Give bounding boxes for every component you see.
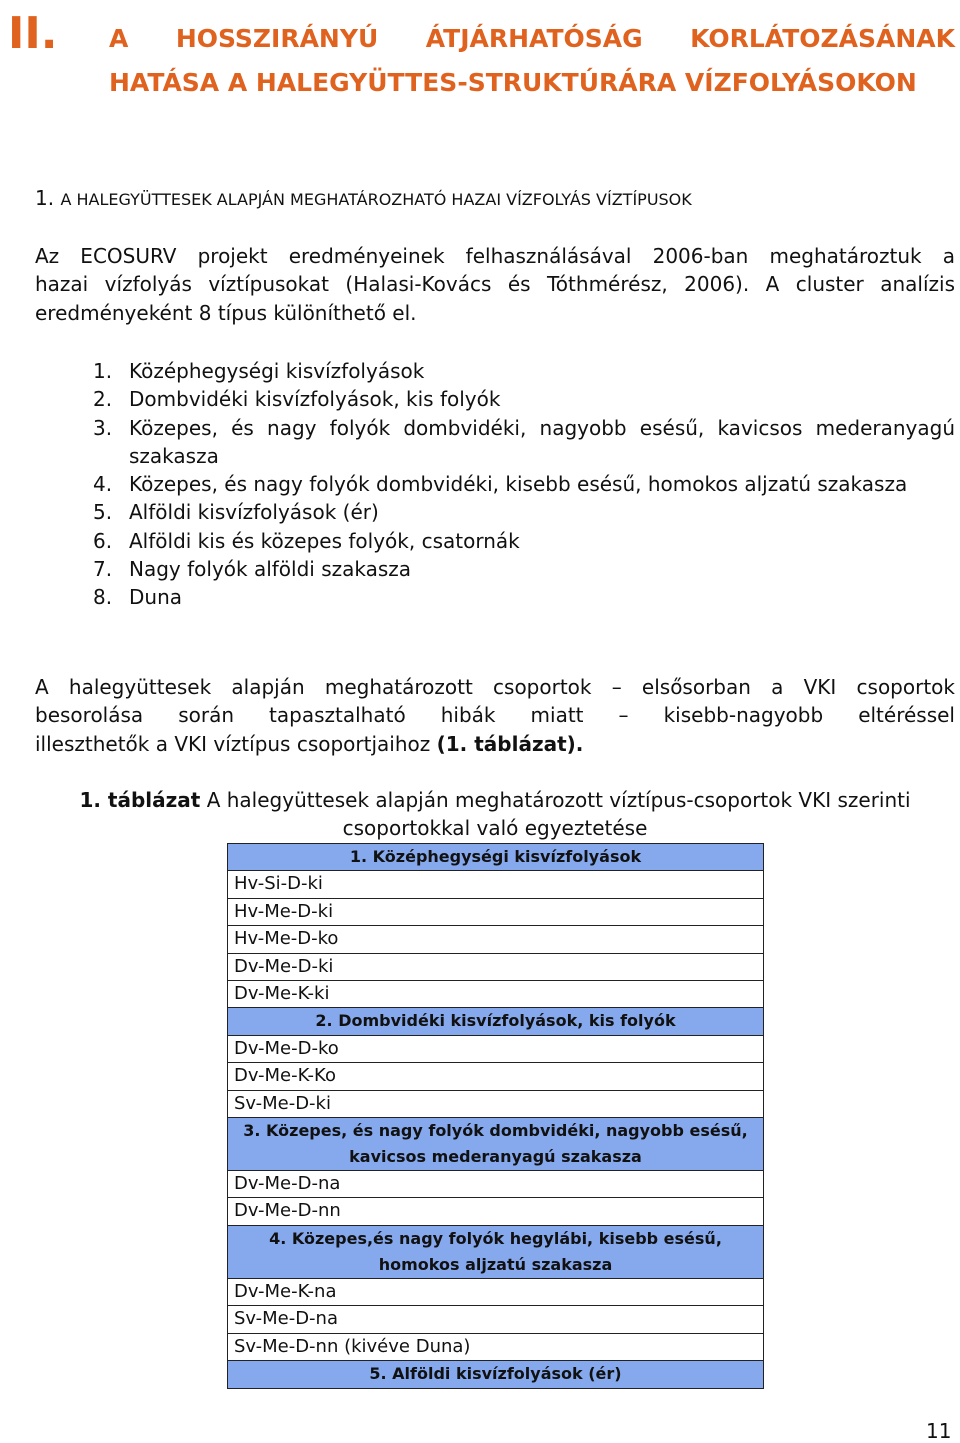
- table-group-header-row: [228, 1225, 764, 1278]
- table-row: [228, 871, 764, 898]
- list-item-number: 6.: [93, 528, 113, 553]
- table-row: [228, 981, 764, 1008]
- chapter-title-word: HOSSZIRÁNYÚ: [175, 24, 379, 53]
- list-item: [93, 583, 955, 611]
- list-item-label: Alföldi kis és közepes folyók, csatornák: [129, 528, 520, 553]
- table-row: [228, 1333, 764, 1360]
- section-heading: [35, 186, 692, 210]
- table-cell: Dv-Me-D-ko: [228, 1035, 764, 1062]
- table-row: [228, 953, 764, 980]
- table-group-header-row: [228, 844, 764, 871]
- list-item-label: Dombvidéki kisvízfolyások, kis folyók: [129, 387, 501, 412]
- table-cell: Sv-Me-D-ki: [228, 1090, 764, 1117]
- table-group-header: [228, 1008, 764, 1035]
- water-type-list: [93, 357, 955, 612]
- table-row: [228, 898, 764, 925]
- body-line: besorolása során tapasztalható hibák miatt – kisebb-nagyobb eltéréssel: [35, 703, 955, 728]
- table-group-header: [228, 844, 764, 871]
- list-item: [93, 357, 955, 385]
- list-item-number: 3.: [93, 415, 113, 440]
- table-cell: Hv-Me-D-ki: [228, 898, 764, 925]
- table-row: [228, 1198, 764, 1225]
- list-item-number: 5.: [93, 500, 113, 525]
- list-item: [93, 555, 955, 583]
- list-item-number: 7.: [93, 557, 113, 582]
- page-number: 11: [926, 1419, 952, 1443]
- section-number: 1.: [35, 186, 55, 210]
- section-title: A HALEGYÜTTESEK ALAPJÁN MEGHATÁROZHATÓ HAZAI VÍZFOLYÁS VÍZTÍPUSOK: [60, 190, 692, 209]
- list-item-number: 1.: [93, 359, 113, 383]
- list-item-label: Középhegységi kisvízfolyások: [129, 359, 425, 383]
- table-group-header: [228, 1361, 764, 1388]
- list-item: [93, 527, 955, 555]
- table-row: [228, 926, 764, 953]
- table-group-header-row: [228, 1118, 764, 1171]
- table-cell: Hv-Me-D-ko: [228, 926, 764, 953]
- chapter-title-word: A: [109, 24, 129, 53]
- list-item-number: 2.: [93, 387, 113, 412]
- table-row: [228, 1306, 764, 1333]
- intro-line: eredményeként 8 típus különíthető el.: [35, 300, 417, 325]
- table-cell: Sv-Me-D-nn (kivéve Duna): [228, 1333, 764, 1360]
- body-line-text: illeszthetők a VKI víztípus csoportjaihoz: [35, 731, 431, 756]
- chapter-title-line2: HATÁSA A HALEGYÜTTES-STRUKTÚRÁRA VÍZFOLYÁSOKON: [109, 68, 917, 97]
- table-reference: (1. táblázat).: [436, 731, 584, 756]
- intro-line: Az ECOSURV projekt eredményeinek felhasználásával 2006-ban meghatároztuk a: [35, 244, 955, 268]
- table-group-header-row: [228, 1008, 764, 1035]
- body-line: [35, 730, 955, 758]
- list-item-number: 4.: [93, 472, 113, 497]
- table-cell: Dv-Me-D-ki: [228, 953, 764, 980]
- table-group-title: homokos aljzatú szakasza: [378, 1254, 613, 1274]
- body-paragraph: [35, 673, 955, 758]
- table-cell: Dv-Me-K-Ko: [228, 1063, 764, 1090]
- chapter-title-word: KORLÁTOZÁSÁNAK: [690, 24, 955, 53]
- table-group-title: 4. Közepes,és nagy folyók hegylábi, kisebb esésű,: [269, 1228, 722, 1248]
- list-item: [93, 498, 955, 526]
- water-type-table: [227, 843, 764, 1389]
- table-cell: Dv-Me-D-na: [228, 1171, 764, 1198]
- list-item-label: Közepes, és nagy folyók dombvidéki, nagyobb esésű, kavicsos mederanyagú szakasza: [129, 415, 955, 468]
- body-line: A halegyüttesek alapján meghatározott csoportok – elsősorban a VKI csoportok: [35, 675, 955, 699]
- chapter-title-line1: [109, 24, 955, 53]
- table-row: [228, 1171, 764, 1198]
- table-row: [228, 1035, 764, 1062]
- table-cell: Dv-Me-K-na: [228, 1278, 764, 1305]
- list-item-label: Közepes, és nagy folyók dombvidéki, kisebb esésű, homokos aljzatú szakasza: [129, 472, 908, 497]
- table-cell: Dv-Me-K-ki: [228, 981, 764, 1008]
- list-item: [93, 385, 955, 413]
- table-cell: Dv-Me-D-nn: [228, 1198, 764, 1225]
- table-group-header-row: [228, 1361, 764, 1388]
- table-caption: [30, 786, 960, 843]
- table-group-header: [228, 1118, 764, 1171]
- list-item-label: Duna: [129, 585, 183, 610]
- table-caption-text: A halegyüttesek alapján meghatározott víztípus-csoportok VKI szerinti csoportokkal való egyeztetése: [206, 788, 911, 841]
- chapter-number: II.: [8, 8, 58, 59]
- table-group-title: kavicsos mederanyagú szakasza: [349, 1147, 642, 1167]
- list-item-label: Alföldi kisvízfolyások (ér): [129, 500, 379, 525]
- list-item-label: Nagy folyók alföldi szakasza: [129, 557, 412, 582]
- table-group-title: 3. Közepes, és nagy folyók dombvidéki, nagyobb esésű,: [243, 1121, 748, 1141]
- table-row: [228, 1090, 764, 1117]
- list-item: [93, 414, 955, 471]
- table-group-header: [228, 1225, 764, 1278]
- chapter-title-word: ÁTJÁRHATÓSÁG: [425, 24, 643, 53]
- table-group-title: 5. Alföldi kisvízfolyások (ér): [369, 1364, 622, 1384]
- table-group-title: 2. Dombvidéki kisvízfolyások, kis folyók: [315, 1011, 676, 1031]
- list-item: [93, 470, 955, 498]
- table-row: [228, 1278, 764, 1305]
- table-caption-label: 1. táblázat: [79, 788, 201, 812]
- table-cell: Sv-Me-D-na: [228, 1306, 764, 1333]
- table-row: [228, 1063, 764, 1090]
- intro-paragraph: [35, 242, 955, 327]
- intro-line: hazai vízfolyás víztípusokat (Halasi-Kovács és Tóthmérész, 2006). A cluster analízis: [35, 272, 955, 297]
- list-item-number: 8.: [93, 585, 113, 610]
- table-group-title: 1. Középhegységi kisvízfolyások: [349, 847, 642, 866]
- table-cell: Hv-Si-D-ki: [228, 871, 764, 898]
